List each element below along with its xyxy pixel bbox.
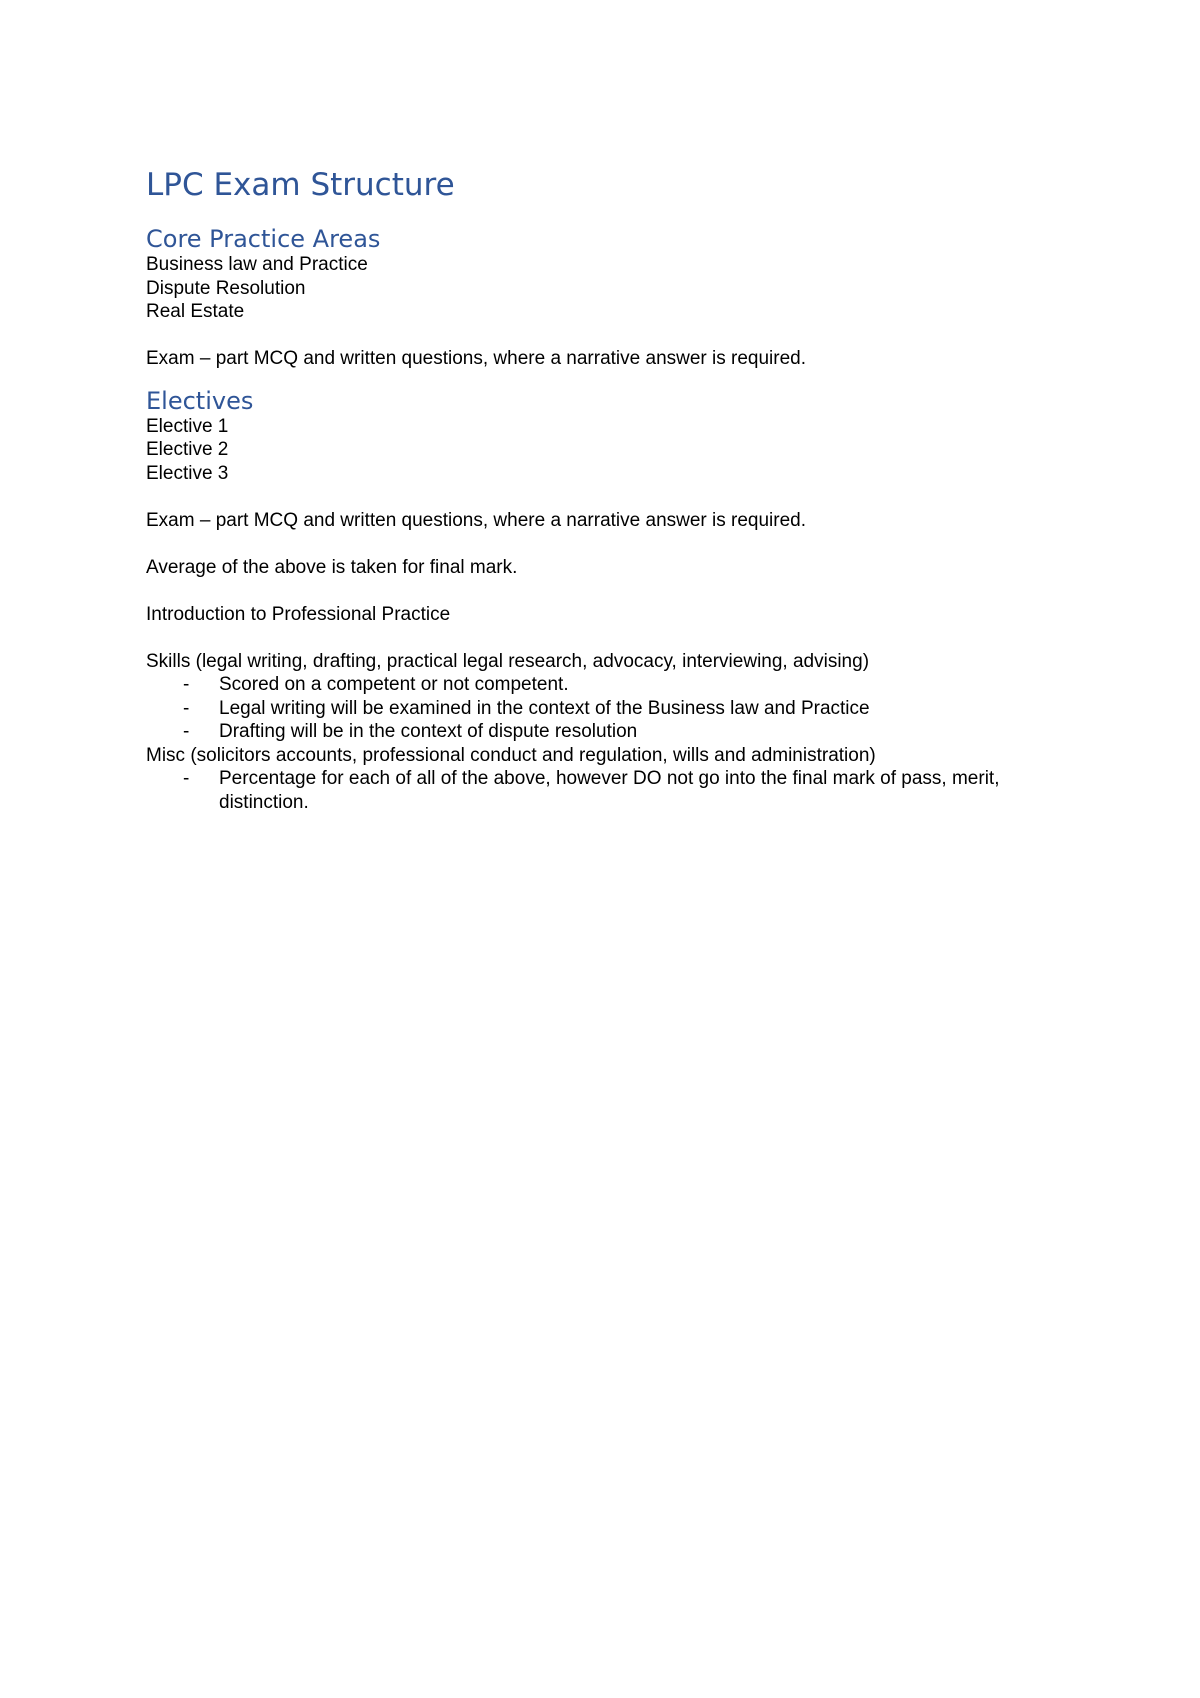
electives-exam-note: Exam – part MCQ and written questions, where a narrative answer is required. — [146, 509, 807, 531]
core-item: Business law and Practice — [146, 254, 368, 275]
bullet-text: Scored on a competent or not competent. — [219, 674, 569, 695]
spacer — [146, 532, 1086, 556]
electives-heading: Electives — [146, 386, 254, 415]
elective-item: Elective 1 — [146, 415, 229, 437]
skills-bullet-list — [146, 673, 1086, 744]
spacer — [146, 579, 1086, 603]
core-item: Dispute Resolution — [146, 277, 306, 299]
list-item — [146, 720, 1086, 744]
bullet-text: Legal writing will be examined in the context of the Business law and Practice — [219, 697, 870, 719]
list-item — [146, 673, 1086, 697]
spacer — [146, 626, 1086, 650]
spacer — [146, 485, 1086, 509]
misc-line: Misc (solicitors accounts, professional conduct and regulation, wills and administration) — [146, 744, 876, 766]
bullet-marker: - — [183, 768, 190, 789]
bullet-text: Percentage for each of all of the above, however DO not go into the final mark of pass, merit, distinction. — [219, 768, 1000, 813]
bullet-marker: - — [183, 697, 190, 719]
misc-bullet-list — [146, 767, 1086, 814]
document-title: LPC Exam Structure — [146, 167, 455, 203]
core-exam-note: Exam – part MCQ and written questions, where a narrative answer is required. — [146, 348, 807, 369]
document-body — [146, 166, 1086, 814]
spacer — [146, 324, 1086, 348]
average-note: Average of the above is taken for final mark. — [146, 556, 518, 578]
spacer — [146, 371, 1086, 387]
core-practice-heading: Core Practice Areas — [146, 225, 381, 253]
bullet-marker: - — [183, 674, 190, 695]
skills-line: Skills (legal writing, drafting, practical legal research, advocacy, interviewing, advising) — [146, 650, 870, 672]
intro-line: Introduction to Professional Practice — [146, 603, 451, 625]
bullet-marker: - — [183, 721, 190, 742]
list-item — [146, 697, 1086, 721]
core-item: Real Estate — [146, 301, 245, 322]
elective-item: Elective 2 — [146, 439, 229, 460]
elective-item: Elective 3 — [146, 462, 229, 484]
list-item — [146, 767, 1086, 814]
bullet-text: Drafting will be in the context of dispute resolution — [219, 721, 638, 742]
